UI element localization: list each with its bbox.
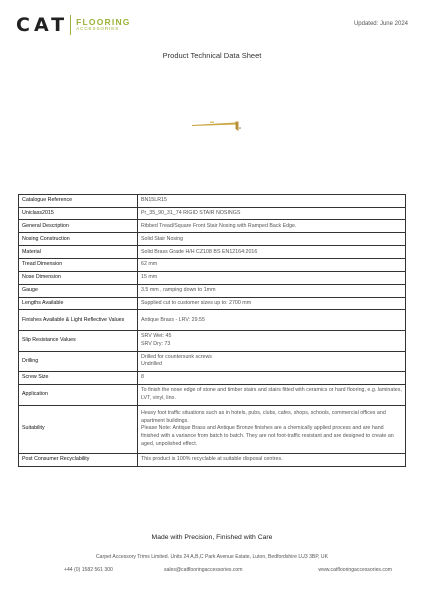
logo-divider [70,15,71,35]
spec-label: Finishes Available & Light Reflective Values [19,310,138,331]
spec-row [19,297,406,310]
spec-label: Tread Dimension [19,259,138,272]
spec-row [19,372,406,385]
spec-value-line: Heavy foot traffic situations such as in hotels, pubs, clubs, cafes, shops, schools, commercial offices and apartment buildings. [141,410,386,424]
spec-value: 62 mm [138,259,406,272]
spec-label: Screw Size [19,372,138,385]
nosing-nose-face [236,122,239,132]
spec-value: To finish the nose edge of stone and timber stairs and stairs fitted with ceramics or hard flooring, e.g. laminates, LVT, vinyl, lino. [138,384,406,405]
spec-label: Gauge [19,285,138,298]
footer-website-link[interactable]: www.catflooringaccessories.com [318,567,392,573]
logo-subtitle [76,18,130,32]
spec-label: Suitability [19,405,138,453]
spec-label: Lengths Available [19,297,138,310]
spec-value: 8 [138,372,406,385]
footer-tagline: Made with Precision, Finished with Care [151,534,273,541]
spec-row [19,272,406,285]
logo-wordmark: CAT [16,14,69,36]
spec-value [138,331,406,351]
spec-row [19,207,406,220]
technical-data-table [18,194,406,467]
spec-row [19,220,406,233]
footer-phone: +44 (0) 1582 561 300 [64,567,113,573]
spec-label: Material [19,246,138,259]
footer-address: Carpet Accessory Trims Limited. Units 24 A,B,C Park Avenue Estate, Luton, Bedfordshire LU3 3BP, UK [96,554,328,560]
spec-value: Solid Brass Grade H/H CZ108 BS EN12164:2016 [138,246,406,259]
spec-label: Slip Resistance Values [19,331,138,351]
footer-email-link[interactable]: sales@catflooringaccessories.com [164,567,243,573]
spec-row [19,233,406,246]
updated-date: Updated: June 2024 [353,21,408,27]
spec-row [19,405,406,453]
spec-label: Catalogue Reference [19,195,138,208]
spec-row [19,331,406,351]
spec-value-line: SRV Dry: 73 [141,341,171,348]
spec-label: Application [19,384,138,405]
spec-value [138,351,406,371]
logo-accessories-text: ACCESSORIES [76,26,120,32]
spec-row [19,453,406,466]
stair-nosing-profile-image [190,108,250,138]
spec-value: Supplied cut to customer sizes up to: 2700 mm [138,297,406,310]
spec-value: Antique Brass - LRV: 29.55 [138,310,406,331]
spec-row [19,246,406,259]
spec-row [19,384,406,405]
spec-value-line: Drilled for countersunk screws [141,353,212,360]
spec-value: BN15LR15 [138,195,406,208]
spec-value [138,405,406,453]
spec-value-line: Please Note: Antique Brass and Antique Bronze finishes are a chemically applied process and are hand finished with a variance from batch to batch. They are not foot-traffic resistant and are designed to create an aged, unpolished effect. [141,425,394,447]
spec-value: 3.5 mm , ramping down to 1mm [138,285,406,298]
spec-row [19,195,406,208]
spec-label: Nose Dimension [19,272,138,285]
spec-value: Ribbed Tread/Square Front Stair Nosing with Ramped Back Edge. [138,220,406,233]
nosing-tread [192,123,236,127]
spec-value: Pr_35_90_31_74 RIGID STAIR NOSINGS [138,207,406,220]
spec-value: Solid Stair Nosing [138,233,406,246]
logo-flooring-text: FLOORING [76,16,131,27]
brand-logo [16,14,131,36]
spec-value: 15 mm [138,272,406,285]
page-header [16,14,408,40]
nosing-end-marker [239,127,241,129]
spec-row [19,285,406,298]
nosing-rib [210,122,214,123]
spec-label: Nosing Construction [19,233,138,246]
spec-value: This product is 100% recyclable at suitable disposal centres. [138,453,406,466]
spec-label: General Description [19,220,138,233]
spec-row [19,259,406,272]
document-title: Product Technical Data Sheet [162,51,262,60]
spec-row [19,351,406,371]
spec-label: Drilling [19,351,138,371]
spec-label: Uniclass2015 [19,207,138,220]
spec-value-line: SRV Wet: 45 [141,333,172,340]
spec-row [19,310,406,331]
spec-value-line: Undrilled [141,361,162,368]
spec-label: Post Consumer Recyclability [19,453,138,466]
